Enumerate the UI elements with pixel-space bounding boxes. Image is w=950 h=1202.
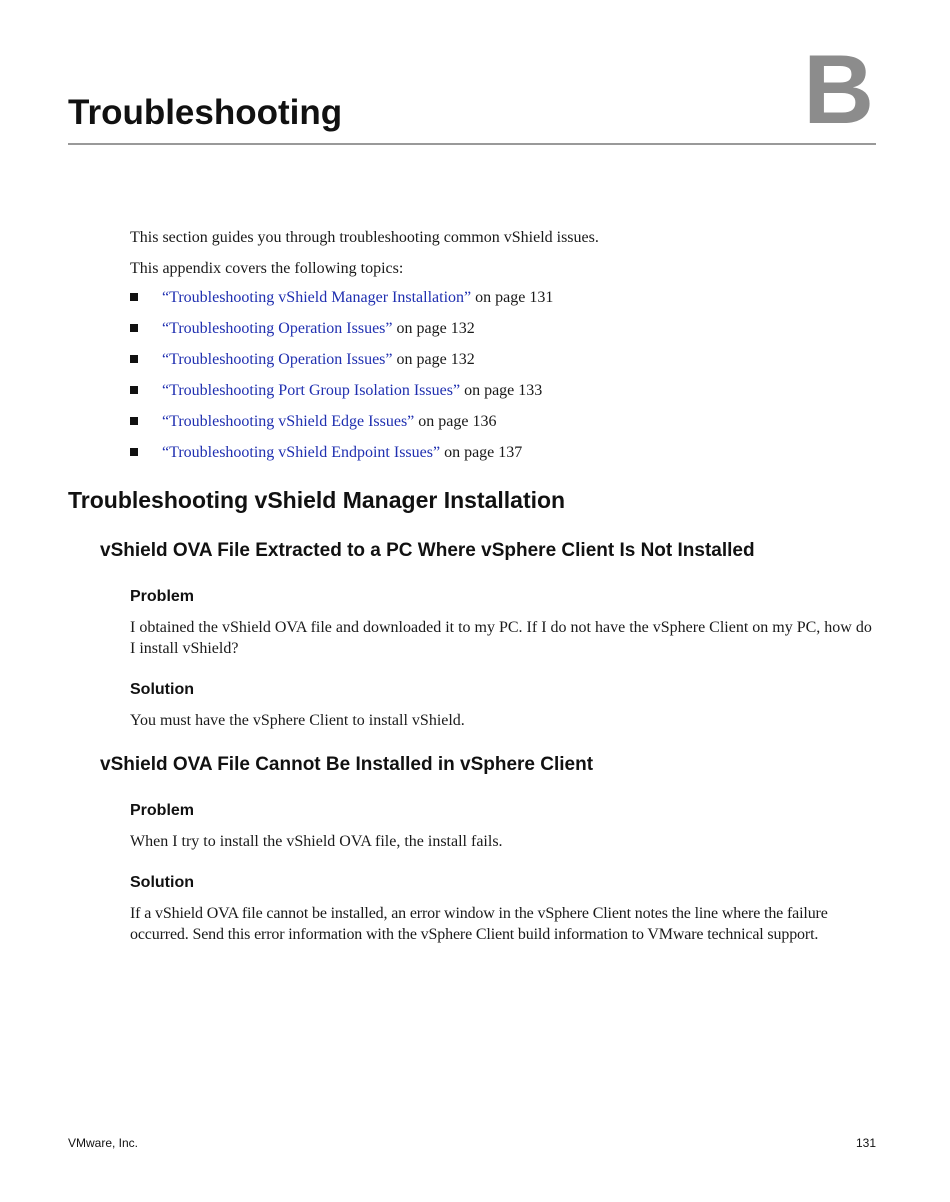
list-item bbox=[130, 442, 553, 473]
topic-link[interactable]: “Troubleshooting Port Group Isolation Issues” bbox=[162, 382, 461, 399]
problem-heading-2: Problem bbox=[130, 802, 195, 819]
chapter-divider bbox=[68, 143, 876, 145]
topic-link[interactable]: “Troubleshooting vShield Edge Issues” bbox=[162, 413, 415, 430]
topics-list bbox=[130, 287, 553, 473]
problem-text-1: I obtained the vShield OVA file and downloaded it to my PC. If I do not have the vSphere Client on my PC, how do I install vShield? bbox=[130, 619, 872, 657]
list-item bbox=[130, 349, 553, 380]
solution-text-2: If a vShield OVA file cannot be installed, an error window in the vSphere Client notes the line where the failure occurred. Send this error information with the vSphere Client build information to VMware technical support. bbox=[130, 905, 828, 943]
chapter-title: Troubleshooting bbox=[68, 93, 343, 132]
subsection-heading-1: vShield OVA File Extracted to a PC Where vSphere Client Is Not Installed bbox=[100, 540, 755, 561]
topic-page-ref: on page 132 bbox=[392, 320, 475, 337]
solution-heading-2: Solution bbox=[130, 874, 194, 891]
intro-paragraph: This section guides you through troubleshooting common vShield issues. bbox=[130, 229, 599, 246]
solution-text-1: You must have the vSphere Client to install vShield. bbox=[130, 712, 465, 729]
list-item bbox=[130, 318, 553, 349]
subsection-heading-2: vShield OVA File Cannot Be Installed in vSphere Client bbox=[100, 754, 594, 775]
bullet-icon bbox=[130, 417, 138, 425]
footer-company: VMware, Inc. bbox=[68, 1136, 139, 1150]
topic-page-ref: on page 133 bbox=[460, 382, 543, 399]
bullet-icon bbox=[130, 324, 138, 332]
bullet-icon bbox=[130, 293, 138, 301]
topic-page-ref: on page 132 bbox=[392, 351, 475, 368]
topic-link[interactable]: “Troubleshooting vShield Endpoint Issues” bbox=[162, 444, 441, 461]
section-heading: Troubleshooting vShield Manager Installation bbox=[68, 487, 566, 513]
list-item bbox=[130, 411, 553, 442]
footer-page-number: 131 bbox=[855, 1136, 876, 1150]
intro-topics-lead: This appendix covers the following topics: bbox=[130, 260, 404, 277]
chapter-letter: B bbox=[803, 34, 874, 144]
list-item bbox=[130, 380, 553, 411]
solution-heading-1: Solution bbox=[130, 681, 194, 698]
topic-link[interactable]: “Troubleshooting Operation Issues” bbox=[162, 320, 393, 337]
topic-page-ref: on page 137 bbox=[440, 444, 523, 461]
topic-page-ref: on page 131 bbox=[471, 289, 554, 306]
topic-page-ref: on page 136 bbox=[414, 413, 497, 430]
topic-link[interactable]: “Troubleshooting vShield Manager Installation” bbox=[162, 289, 472, 306]
bullet-icon bbox=[130, 448, 138, 456]
topic-link[interactable]: “Troubleshooting Operation Issues” bbox=[162, 351, 393, 368]
bullet-icon bbox=[130, 355, 138, 363]
problem-heading-1: Problem bbox=[130, 588, 195, 605]
bullet-icon bbox=[130, 386, 138, 394]
problem-text-2: When I try to install the vShield OVA file, the install fails. bbox=[130, 833, 503, 850]
list-item bbox=[130, 287, 553, 318]
